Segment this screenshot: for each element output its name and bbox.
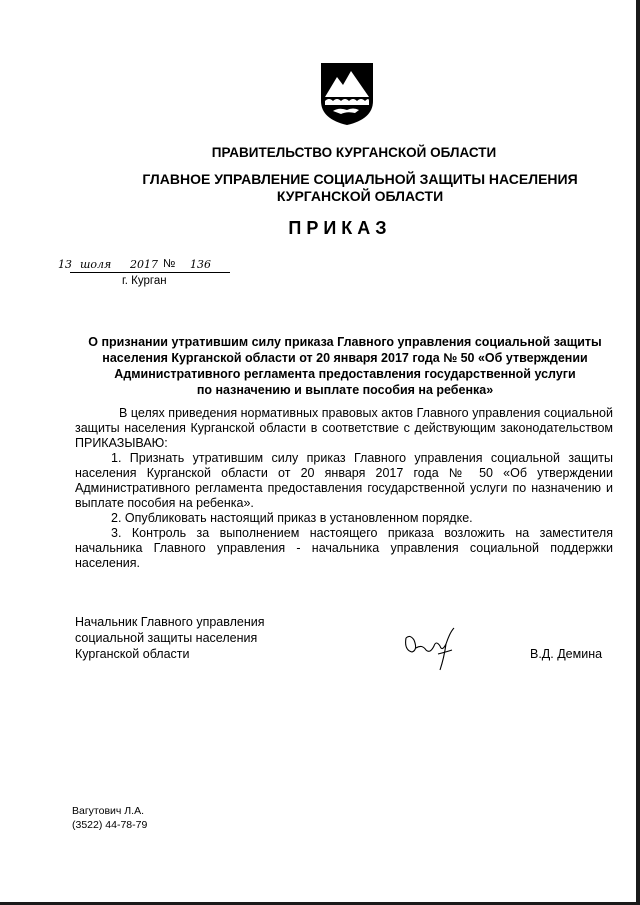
signatory-position-line: социальной защиты населения (75, 631, 258, 645)
order-city: г. Курган (122, 275, 167, 287)
executor-name: Вагутович Л.А. (72, 805, 145, 817)
signatory-position (75, 614, 265, 662)
subject-line: Административного регламента предоставления государственной услуги (114, 367, 576, 381)
body-item-1: 1. Признать утратившим силу приказ Главного управления социальной защиты населения Курганской области от 20 января 2017 года № 50 «Об утверждении Административного регламента предоставления государственной услуги по назначению и выплате пособия на ребенка». (75, 451, 613, 510)
department-title (120, 171, 600, 205)
signatory-position-line: Курганской области (75, 647, 190, 661)
scan-edge-right (636, 0, 640, 905)
order-month: шоля (80, 258, 112, 271)
order-day: 13 (58, 258, 72, 271)
government-title: ПРАВИТЕЛЬСТВО КУРГАНСКОЙ ОБЛАСТИ (211, 145, 497, 160)
subject-line: населения Курганской области от 20 января 2017 года № 50 «Об утверждении (102, 351, 588, 365)
document-type-title: ПРИКАЗ (288, 218, 392, 238)
department-title-line: КУРГАНСКОЙ ОБЛАСТИ (276, 188, 444, 204)
department-title-line: ГЛАВНОЕ УПРАВЛЕНИЕ СОЦИАЛЬНОЙ ЗАЩИТЫ НАСЕЛЕНИЯ (142, 171, 578, 187)
body-item-2: 2. Опубликовать настоящий приказ в установленном порядке. (111, 511, 473, 525)
signatory-position-line: Начальник Главного управления (75, 615, 265, 629)
subject-line: О признании утратившим силу приказа Главного управления социальной защиты (88, 335, 602, 349)
signatory-name: В.Д. Демина (530, 647, 603, 661)
executor-phone: (3522) 44-78-79 (72, 819, 148, 831)
subject-line: по назначению и выплате пособия на ребенка» (196, 383, 494, 397)
order-year: 2017 (130, 258, 158, 271)
body-item-3: 3. Контроль за выполнением настоящего приказа возложить на заместителя начальника Главного управления - начальника управления социальной поддержки населения. (75, 526, 613, 570)
body-intro: В целях приведения нормативных правовых актов Главного управления социальной защиты населения Курганской области в соответствие с действующим законодательством ПРИКАЗЫВАЮ: (75, 406, 613, 450)
order-body (75, 406, 613, 571)
executor-info (72, 804, 147, 832)
handwritten-signature (400, 624, 462, 674)
order-subject (75, 334, 615, 398)
order-number-label: № (163, 258, 176, 270)
order-number: 136 (190, 258, 211, 271)
kurgan-coat-of-arms-icon (319, 61, 375, 127)
order-date-line (58, 258, 230, 273)
